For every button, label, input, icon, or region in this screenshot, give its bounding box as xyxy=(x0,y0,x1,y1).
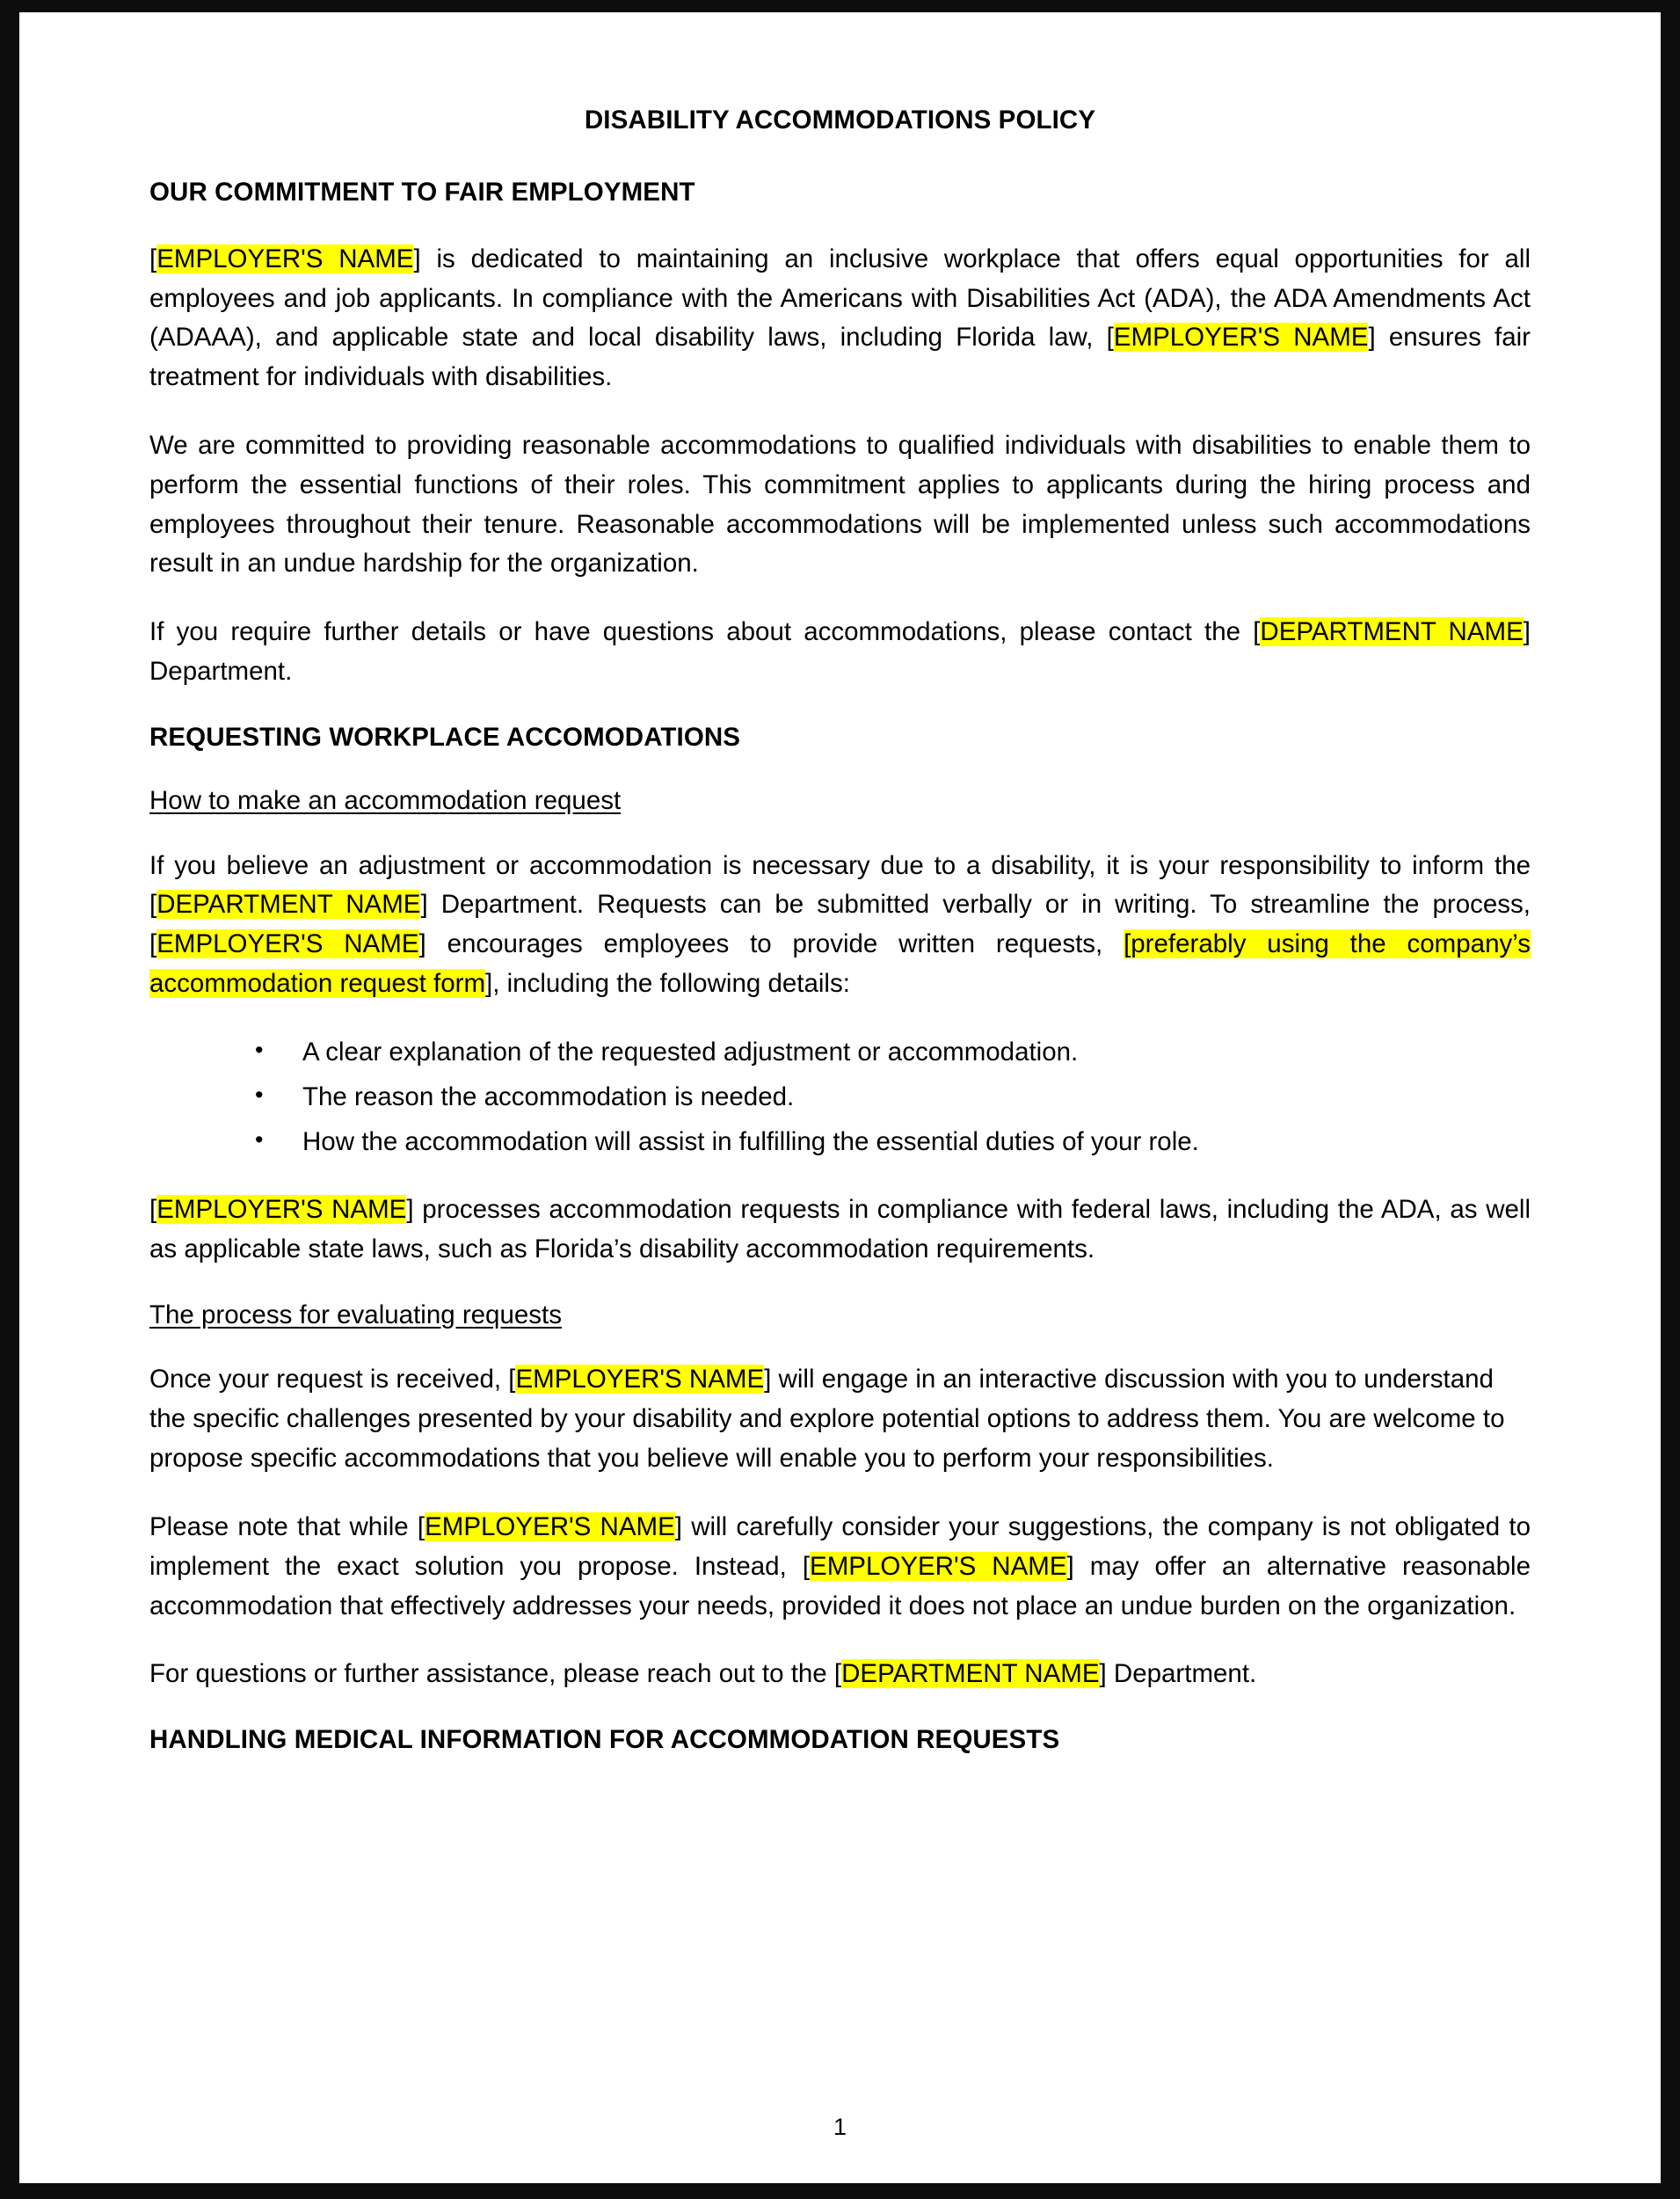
paragraph-further-assistance xyxy=(149,1655,1531,1694)
paragraph-processing-compliance xyxy=(149,1191,1531,1270)
text-fragment: If you require further details or have questions about accommodations, please contact the [ xyxy=(149,617,1261,647)
placeholder-employers-name: EMPLOYER'S NAME xyxy=(156,1195,407,1225)
text-fragment: ] Department. Requests can be submitted verbally or in writing. To streamline the process, [ xyxy=(149,890,1531,959)
placeholder-accommodation-request-form: [preferably using the company’s accommodation request form xyxy=(149,929,1531,999)
subheading-process-for-evaluating: The process for evaluating requests xyxy=(149,1300,562,1330)
placeholder-department-name: DEPARTMENT NAME xyxy=(841,1659,1100,1689)
text-fragment: ] processes accommodation requests in compliance with federal laws, including the ADA, as well as applicable state laws, such as Florida’s disability accommodation requirements. xyxy=(149,1195,1531,1264)
placeholder-employers-name: EMPLOYER'S NAME xyxy=(156,929,419,959)
paragraph-contact-department xyxy=(149,613,1531,692)
placeholder-department-name: DEPARTMENT NAME xyxy=(156,890,421,920)
text-fragment: If you believe an adjustment or accommodation is necessary due to a disability, it is your responsibility to inform the [ xyxy=(149,850,1531,920)
text-fragment: ] encourages employees to provide written requests, xyxy=(418,929,1124,959)
list-item: • The reason the accommodation is needed. xyxy=(255,1078,1531,1118)
text-fragment: [ xyxy=(149,1195,157,1225)
list-item: • How the accommodation will assist in fulfilling the essential duties of your role. xyxy=(255,1123,1531,1162)
paragraph-reasonable-accommodations: We are committed to providing reasonable accommodations to qualified individuals with disabilities to enable them to perform the essential functions of their roles. This commitment applies to applicants during the hiring process and employees throughout their tenure. Reasonable accommodations will be implemented unless such accommodations result in an undue hardship for the organization. xyxy=(149,431,1531,579)
text-fragment: Once your request is received, [ xyxy=(149,1365,516,1394)
paragraph-how-to-request xyxy=(149,847,1531,1004)
placeholder-employers-name: EMPLOYER'S NAME xyxy=(810,1551,1067,1581)
placeholder-employers-name: EMPLOYER'S NAME xyxy=(425,1511,675,1541)
text-fragment: ] is dedicated to maintaining an inclusive workplace that offers equal opportunities for all employees and job applicants. In compliance with the Americans with Disabilities Act (ADA), the ADA Amendments Act (ADAAA), and applicable state and local disability laws, including Florida law, [ xyxy=(149,244,1531,353)
text-fragment: For questions or further assistance, please reach out to the [ xyxy=(149,1659,842,1689)
page-number: 1 xyxy=(833,2114,847,2140)
text-fragment: ], including the following details: xyxy=(485,969,850,999)
text-fragment: ] will carefully consider your suggestions, the company is not obligated to implement the exact solution you propose. Instead, [ xyxy=(149,1511,1531,1581)
heading-handling-medical-information: HANDLING MEDICAL INFORMATION FOR ACCOMMODATION REQUESTS xyxy=(149,1725,1060,1755)
paragraph-interactive-discussion xyxy=(149,1360,1531,1478)
placeholder-employers-name: EMPLOYER'S NAME xyxy=(515,1365,765,1394)
text-fragment: ] Department. xyxy=(1099,1659,1257,1689)
text-fragment: ] Department. xyxy=(149,617,1531,687)
paragraph-commitment-intro xyxy=(149,240,1531,397)
placeholder-department-name: DEPARTMENT NAME xyxy=(1260,617,1524,647)
text-fragment: ] ensures fair treatment for individuals with disabilities. xyxy=(149,323,1531,392)
subheading-how-to-make-request: How to make an accommodation request xyxy=(149,786,622,816)
text-fragment: ] may offer an alternative reasonable accommodation that effectively addresses your needs, provided it does not place an undue burden on the organization. xyxy=(149,1551,1531,1620)
paragraph-alternative-accommodation xyxy=(149,1508,1531,1626)
text-fragment: ] will engage in an interactive discussion with you to understand the specific challenges presented by your disability and explore potential options to address them. You are welcome to propose specific accommodations that you believe will enable you to perform your responsibilities. xyxy=(149,1365,1505,1474)
placeholder-employers-name: EMPLOYER'S NAME xyxy=(156,244,414,273)
placeholder-employers-name: EMPLOYER'S NAME xyxy=(1113,323,1369,353)
heading-our-commitment: OUR COMMITMENT TO FAIR EMPLOYMENT xyxy=(149,178,695,208)
text-fragment: Please note that while [ xyxy=(149,1511,425,1541)
heading-requesting-workplace-accomodations: REQUESTING WORKPLACE ACCOMODATIONS xyxy=(149,722,741,752)
text-fragment: [ xyxy=(149,244,157,273)
document-title: DISABILITY ACCOMMODATIONS POLICY xyxy=(584,106,1096,135)
list-request-details xyxy=(149,1033,1531,1161)
document-page xyxy=(19,12,1661,2183)
list-item: • A clear explanation of the requested adjustment or accommodation. xyxy=(255,1033,1531,1073)
